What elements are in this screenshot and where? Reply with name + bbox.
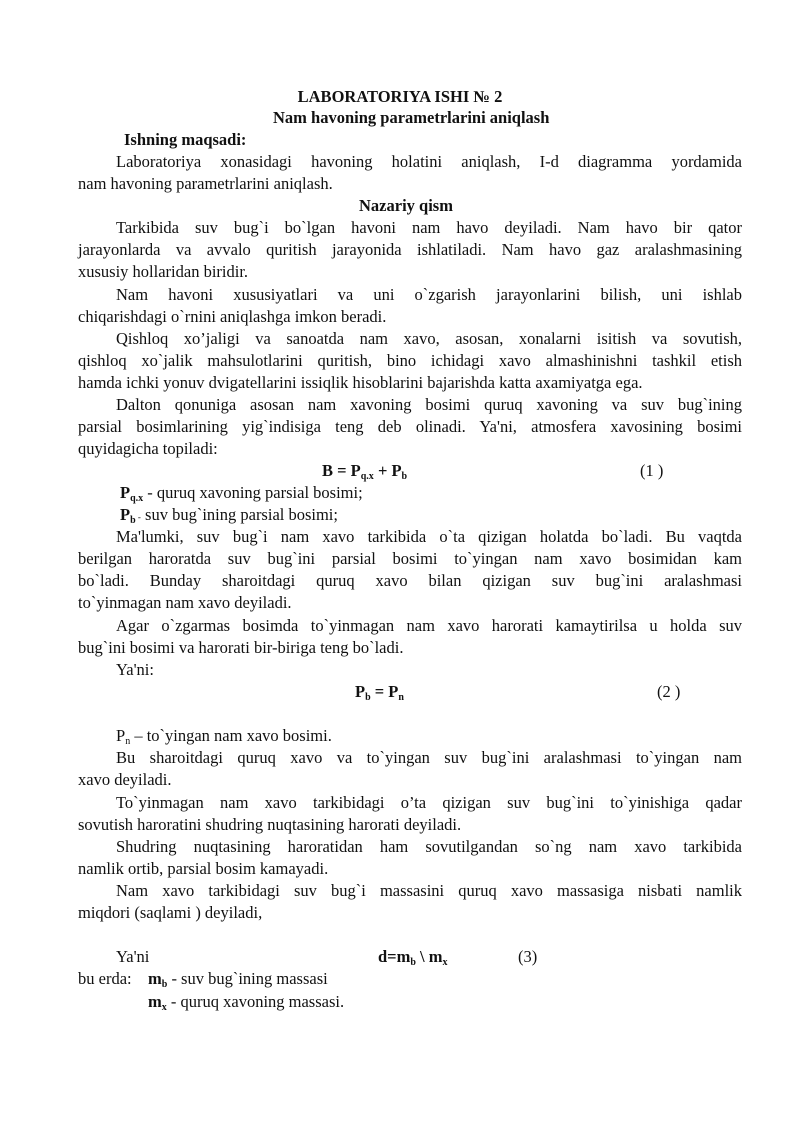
p9-line-2: namlik ortib, parsial bosim kamayadi. — [78, 859, 329, 878]
equation-2-number: (2 ) — [657, 682, 681, 701]
p3-line-1: Qishloq xo’jaligi va sanoatda nam xavo, asosan, xonalarni isitish va sovutish, — [116, 329, 742, 348]
equation-1-number: (1 ) — [640, 461, 664, 480]
p5-line-2: berilgan haroratda suv bug`ini parsial bosimi to`yingan nam xavo bosimidan kam — [78, 549, 742, 568]
p1-line-1: Tarkibida suv bug`i bo`lgan havoni nam havo deyiladi. Nam havo bir qator — [116, 218, 742, 237]
p3-line-3: hamda ichki yonuv dvigatellarini issiqlik hisoblarini bajarishda katta axamiyatga ega. — [78, 373, 643, 392]
equation-3-number: (3) — [518, 947, 538, 966]
p4-line-3: quyidagicha topiladi: — [78, 439, 218, 458]
equation-3: $d=m_b$ \ $m_x$ — [378, 947, 448, 968]
p5-line-4: to`yinmagan nam xavo deyiladi. — [78, 593, 292, 612]
definition-pb: $P_b$ - suv bug`ining parsial bosimi; — [120, 505, 338, 526]
p6-line-2: bug`ini bosimi va harorati bir-biriga teng bo`ladi. — [78, 638, 404, 657]
document-subtitle: Nam havoning parametrlarini aniqlash — [273, 108, 550, 127]
p1-line-3: xususiy hollaridan biridir. — [78, 262, 249, 281]
equation-1: $B = P_{q.x} + P_b$ — [322, 461, 408, 482]
aim-line-1: Laboratoriya xonasidagi havoning holatini aniqlash, I-d diagramma yordamida — [116, 152, 742, 171]
document-title: LABORATORIYA ISHI № 2 — [297, 87, 503, 106]
p7-line-2: xavo deyiladi. — [78, 770, 172, 789]
yani-label-2: Ya'ni — [116, 947, 150, 966]
p10-line-1: Nam xavo tarkibidagi suv bug`i massasini quruq xavo massasiga nisbati namlik — [116, 881, 742, 900]
p8-line-2: sovutish haroratini shudring nuqtasining harorati deyiladi. — [78, 815, 462, 834]
p5-line-3: bo`ladi. Bunday sharoitdagi quruq xavo bilan qizigan suv bug`ini aralashmasi — [78, 571, 742, 590]
p3-line-2: qishloq xo`jalik mahsulotlarini quritish, bino ichidagi xavo almashinishni tashkil etish — [78, 351, 742, 370]
p4-line-2: parsial bosimlarining yig`indisiga teng deb olinadi. Ya'ni, atmosfera xavosining bosimi — [78, 417, 742, 436]
p10-line-2: miqdori (saqlami ) deyiladi, — [78, 903, 263, 922]
definition-pqx: $P_{q.x}$ - quruq xavoning parsial bosimi; — [120, 483, 363, 504]
p2-line-2: chiqarishdagi o`rnini aniqlashga imkon beradi. — [78, 307, 387, 326]
definition-pn: $P_n$ – to`yingan nam xavo bosimi. — [116, 726, 332, 747]
p1-line-2: jarayonlarda va avvalo quritish jarayonida ishlatiladi. Nam havo gaz aralashmasining — [78, 240, 742, 259]
p2-line-1: Nam havoni xususiyatlari va uni o`zgarish jarayonlarini bilish, uni ishlab — [116, 285, 742, 304]
p6-line-1: Agar o`zgarmas bosimda to`yinmagan nam xavo harorati kamaytirilsa u holda suv — [116, 616, 742, 635]
theory-heading: Nazariy qism — [359, 196, 453, 215]
p4-line-1: Dalton qonuniga asosan nam xavoning bosimi quruq xavoning va suv bug`ining — [116, 395, 742, 414]
equation-2: $P_b = P_n$ — [355, 682, 404, 703]
definition-mx: $m_x$ - quruq xavoning massasi. — [148, 992, 345, 1013]
yani-label-1: Ya'ni: — [116, 660, 154, 679]
aim-line-2: nam havoning parametrlarini aniqlash. — [78, 174, 333, 193]
p8-line-1: To`yinmagan nam xavo tarkibidagi o’ta qizigan suv bug`ini to`yinishiga qadar — [116, 793, 742, 812]
where-label: bu erda: — [78, 969, 132, 988]
p5-line-1: Ma'lumki, suv bug`i nam xavo tarkibida o`ta qizigan holatda bo`ladi. Bu vaqtda — [116, 527, 742, 546]
p7-line-1: Bu sharoitdagi quruq xavo va to`yingan suv bug`ini aralashmasi to`yingan nam — [116, 748, 742, 767]
definition-mb: $m_b$ - suv bug`ining massasi — [148, 969, 328, 990]
aim-heading: Ishning maqsadi: — [124, 130, 247, 149]
p9-line-1: Shudring nuqtasining haroratidan ham sovutilgandan so`ng nam xavo tarkibida — [116, 837, 742, 856]
